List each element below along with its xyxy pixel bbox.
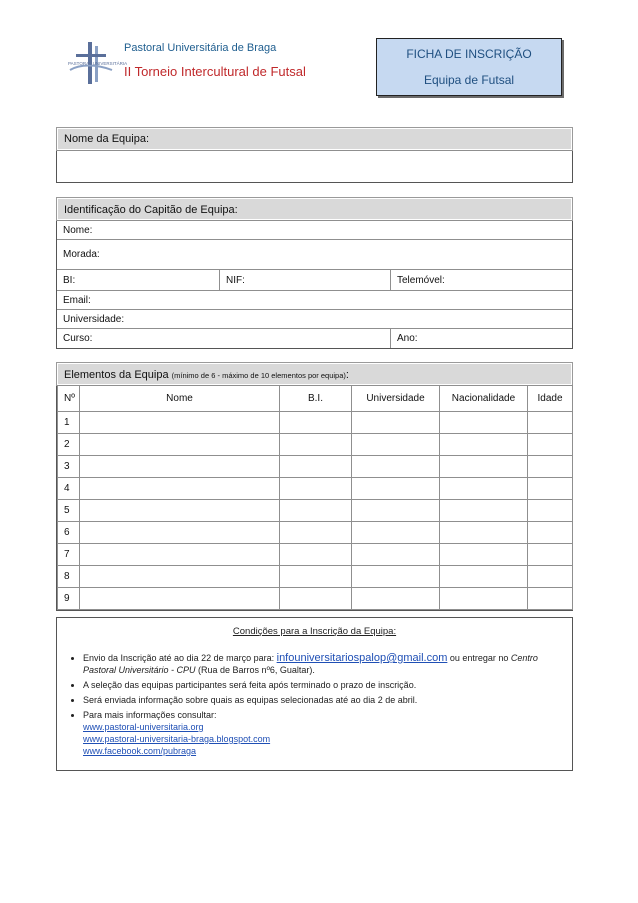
captain-id-row [57,269,572,290]
row-age-cell[interactable] [528,456,573,478]
row-bi-cell[interactable] [280,544,352,566]
row-bi-cell[interactable] [280,456,352,478]
captain-email-field[interactable] [57,290,572,309]
table-row [58,588,573,610]
captain-bi-label: BI: [63,275,76,286]
event-title: II Torneio Intercultural de Futsal [124,64,306,79]
captain-address-field[interactable] [57,239,572,269]
col-nationality: Nacionalidade [440,386,528,412]
row-nationality-cell[interactable] [440,544,528,566]
logo-text: PASTORAL UNIVERSITÁRIA [68,61,128,66]
row-university-cell[interactable] [352,456,440,478]
captain-course-row [57,328,572,348]
table-row [58,522,573,544]
condition-1-mid: ou entregar no [447,653,511,663]
captain-university-label: Universidade: [63,314,125,325]
col-bi: B.I. [280,386,352,412]
team-members-table [57,385,573,610]
table-row [58,456,573,478]
captain-name-field[interactable] [57,220,572,239]
captain-section [56,197,573,349]
row-nationality-cell[interactable] [440,500,528,522]
team-name-label: Nome da Equipa: [57,128,572,150]
row-name-cell[interactable] [80,544,280,566]
row-number: 7 [58,544,80,566]
captain-year-label: Ano: [390,329,418,348]
table-row [58,434,573,456]
row-number: 1 [58,412,80,434]
condition-item-3: • Será enviada informação sobre quais as equipas selecionadas até ao dia 2 de abril. [83,694,571,706]
row-name-cell[interactable] [80,566,280,588]
row-age-cell[interactable] [528,412,573,434]
captain-nif-label: NIF: [219,270,245,290]
condition-item-2: • A seleção das equipas participantes será feita após terminado o prazo de inscrição. [83,679,571,691]
row-number: 4 [58,478,80,500]
condition-1-post: (Rua de Barros nº6, Gualtar). [195,665,315,675]
form-subtitle: Equipa de Futsal [423,73,515,87]
condition-item-1 [83,652,571,676]
condition-item-4 [83,709,571,757]
row-university-cell[interactable] [352,544,440,566]
row-bi-cell[interactable] [280,478,352,500]
contact-email-link[interactable]: infouniversitariospalop@gmail.com [276,652,448,664]
row-university-cell[interactable] [352,478,440,500]
captain-course-label: Curso: [63,333,93,344]
captain-name-label: Nome: [63,225,93,236]
team-members-section [56,362,573,611]
team-name-field[interactable] [57,150,572,182]
row-bi-cell[interactable] [280,522,352,544]
team-members-note: (mínimo de 6 - máximo de 10 elementos por equipa) [171,371,346,380]
row-nationality-cell[interactable] [440,522,528,544]
col-number: Nº [58,386,80,412]
team-members-label: Elementos da Equipa [64,369,169,381]
row-bi-cell[interactable] [280,588,352,610]
organization-name: Pastoral Universitária de Braga [124,42,277,54]
conditions-box [56,617,573,771]
row-nationality-cell[interactable] [440,412,528,434]
row-name-cell[interactable] [80,588,280,610]
row-university-cell[interactable] [352,566,440,588]
condition-1-place: Centro Pastoral Universitário - CPU [83,653,538,675]
col-name: Nome [80,386,280,412]
table-row [58,544,573,566]
row-nationality-cell[interactable] [440,588,528,610]
row-name-cell[interactable] [80,456,280,478]
table-row [58,412,573,434]
row-nationality-cell[interactable] [440,456,528,478]
row-nationality-cell[interactable] [440,478,528,500]
captain-section-title: Identificação do Capitão de Equipa: [57,198,572,220]
row-bi-cell[interactable] [280,434,352,456]
captain-phone-label: Telemóvel: [390,270,445,290]
row-number: 8 [58,566,80,588]
row-nationality-cell[interactable] [440,434,528,456]
row-number: 2 [58,434,80,456]
row-bi-cell[interactable] [280,566,352,588]
table-row [58,500,573,522]
team-name-section [56,127,573,183]
row-age-cell[interactable] [528,434,573,456]
team-members-colon: : [345,369,349,381]
table-header-row [58,386,573,412]
row-university-cell[interactable] [352,434,440,456]
col-age: Idade [528,386,573,412]
row-name-cell[interactable] [80,478,280,500]
row-bi-cell[interactable] [280,500,352,522]
row-number: 9 [58,588,80,610]
row-age-cell[interactable] [528,566,573,588]
row-age-cell[interactable] [528,478,573,500]
captain-address-label: Morada: [63,249,100,260]
col-university: Universidade [352,386,440,412]
row-name-cell[interactable] [80,522,280,544]
team-members-title [57,363,572,385]
row-age-cell[interactable] [528,500,573,522]
row-name-cell[interactable] [80,412,280,434]
conditions-title: Condições para a Inscrição da Equipa: [232,626,397,637]
link-pastoral-universitaria[interactable]: www.pastoral-universitaria.org [83,722,204,732]
row-name-cell[interactable] [80,434,280,456]
row-university-cell[interactable] [352,412,440,434]
row-nationality-cell[interactable] [440,566,528,588]
row-university-cell[interactable] [352,588,440,610]
row-name-cell[interactable] [80,500,280,522]
form-title: FICHA DE INSCRIÇÃO [406,47,532,61]
captain-email-label: Email: [63,295,91,306]
pastoral-logo [66,40,128,86]
row-age-cell[interactable] [528,544,573,566]
row-number: 3 [58,456,80,478]
row-university-cell[interactable] [352,500,440,522]
captain-university-field[interactable] [57,309,572,328]
link-pastoral-blog[interactable]: www.pastoral-universitaria-braga.blogspot.com [83,734,271,744]
row-number: 6 [58,522,80,544]
condition-1-text: Envio da Inscrição até ao dia 22 de março para: [83,653,277,663]
row-number: 5 [58,500,80,522]
form-title-box [376,38,562,96]
row-age-cell[interactable] [528,588,573,610]
conditions-list [67,652,571,760]
link-facebook[interactable]: www.facebook.com/pubraga [83,746,197,756]
condition-4-text: Para mais informações consultar: [83,710,217,720]
row-age-cell[interactable] [528,522,573,544]
row-university-cell[interactable] [352,522,440,544]
row-bi-cell[interactable] [280,412,352,434]
table-row [58,566,573,588]
table-row [58,478,573,500]
